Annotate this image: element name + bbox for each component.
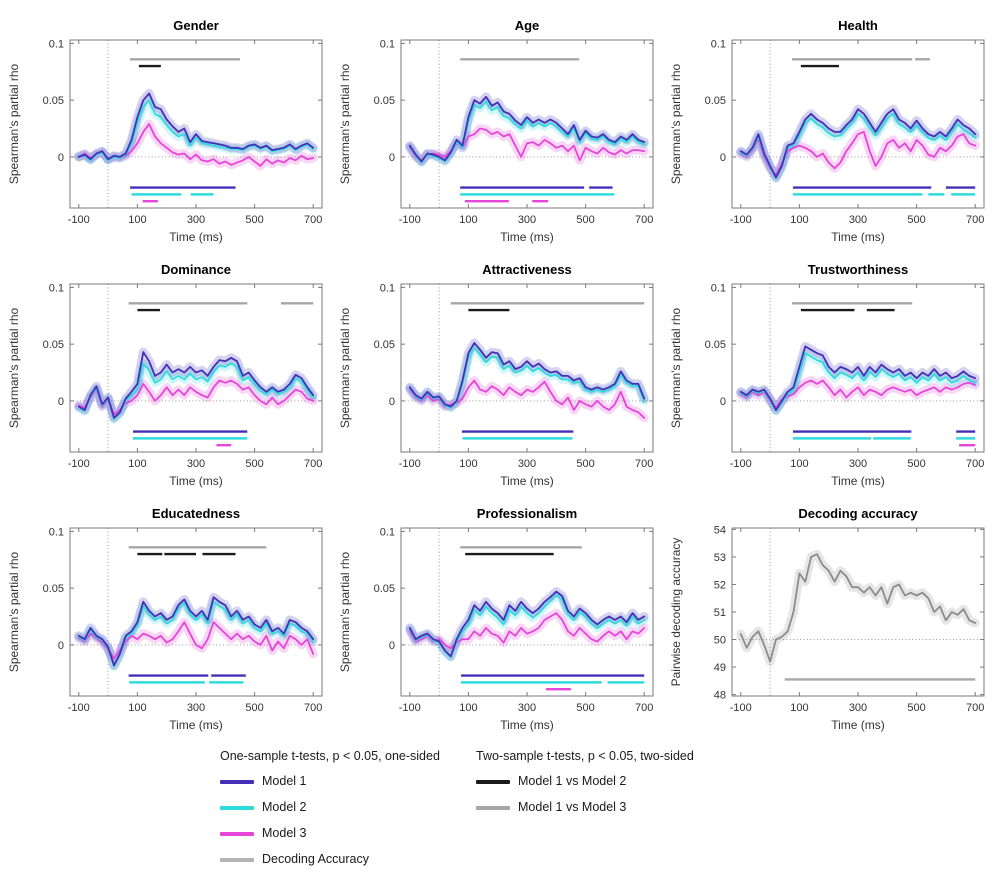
svg-text:0.1: 0.1 (48, 282, 64, 295)
model2-line-swatch (220, 806, 254, 810)
svg-text:Decoding accuracy: Decoding accuracy (798, 506, 918, 521)
svg-text:51: 51 (713, 607, 726, 619)
svg-text:Time (ms): Time (ms) (500, 718, 554, 732)
svg-text:0.05: 0.05 (704, 339, 726, 352)
svg-text:Time (ms): Time (ms) (500, 474, 554, 488)
svg-text:0.05: 0.05 (373, 339, 395, 352)
svg-text:-100: -100 (729, 458, 752, 470)
subplot-professionalism (331, 492, 662, 736)
svg-text:0: 0 (388, 151, 395, 164)
svg-text:Dominance: Dominance (160, 262, 232, 277)
svg-text:300: 300 (186, 458, 206, 470)
svg-text:Time (ms): Time (ms) (169, 718, 223, 732)
legend-two-sample-header: Two-sample t-tests, p < 0.05, two-sided (476, 749, 694, 763)
svg-text:500: 500 (576, 458, 595, 470)
svg-text:500: 500 (245, 214, 264, 226)
svg-text:0.1: 0.1 (48, 526, 64, 539)
subplot-decoding-accuracy (662, 492, 994, 736)
svg-text:0.05: 0.05 (704, 95, 726, 108)
svg-text:-100: -100 (398, 702, 421, 714)
svg-text:-100: -100 (67, 214, 90, 226)
svg-text:Time (ms): Time (ms) (169, 474, 223, 488)
svg-text:Time (ms): Time (ms) (500, 230, 554, 244)
svg-text:Spearman's partial rho: Spearman's partial rho (7, 551, 21, 673)
svg-text:100: 100 (790, 702, 809, 714)
legend-item-model1-vs-model2-label: Model 1 vs Model 2 (518, 774, 627, 788)
professionalism-plot-canvas (331, 492, 662, 736)
svg-text:Educatedness: Educatedness (151, 506, 241, 521)
svg-text:Time (ms): Time (ms) (169, 230, 223, 244)
svg-text:500: 500 (245, 702, 264, 714)
svg-text:0.1: 0.1 (379, 526, 395, 539)
svg-text:54: 54 (713, 524, 726, 537)
svg-text:500: 500 (576, 702, 595, 714)
model1-line-swatch (220, 780, 254, 784)
subplot-dominance (0, 248, 331, 492)
svg-text:700: 700 (304, 702, 323, 714)
svg-text:700: 700 (635, 702, 654, 714)
svg-text:700: 700 (635, 458, 654, 470)
plot-grid (0, 4, 994, 736)
svg-text:700: 700 (635, 214, 654, 226)
svg-text:53: 53 (713, 551, 726, 564)
svg-text:300: 300 (848, 214, 868, 226)
legend-item-model2 (220, 799, 440, 816)
gender-plot-canvas (0, 4, 331, 248)
svg-text:300: 300 (848, 702, 868, 714)
svg-text:0: 0 (388, 639, 395, 652)
attractiveness-plot-canvas (331, 248, 662, 492)
legend-item-model1-vs-model2 (476, 773, 694, 790)
decoding-accuracy-line-swatch (220, 858, 254, 862)
svg-text:0: 0 (57, 151, 64, 164)
svg-text:0.05: 0.05 (42, 339, 64, 352)
svg-text:0: 0 (388, 395, 395, 408)
svg-text:Spearman's partial rho: Spearman's partial rho (338, 307, 352, 429)
svg-text:48: 48 (713, 689, 726, 702)
health-plot-canvas (662, 4, 993, 248)
svg-text:-100: -100 (398, 458, 421, 470)
svg-text:100: 100 (790, 214, 809, 226)
svg-text:52: 52 (713, 579, 726, 592)
svg-text:Time (ms): Time (ms) (831, 718, 885, 732)
svg-text:-100: -100 (67, 702, 90, 714)
svg-text:300: 300 (186, 702, 206, 714)
svg-text:100: 100 (128, 458, 147, 470)
svg-text:300: 300 (517, 458, 537, 470)
svg-text:500: 500 (907, 214, 926, 226)
subplot-attractiveness (331, 248, 662, 492)
svg-text:0.1: 0.1 (379, 282, 395, 295)
trustworthiness-plot-canvas (662, 248, 993, 492)
svg-text:0: 0 (57, 639, 64, 652)
legend-two-sample (476, 748, 694, 816)
dominance-plot-canvas (0, 248, 331, 492)
svg-text:Spearman's partial rho: Spearman's partial rho (669, 307, 683, 429)
legend-item-model2-label: Model 2 (262, 800, 307, 814)
svg-text:0.1: 0.1 (379, 38, 395, 51)
svg-text:100: 100 (128, 214, 147, 226)
svg-text:300: 300 (517, 214, 537, 226)
model1-vs-model3-line-swatch (476, 806, 510, 810)
svg-text:0.1: 0.1 (710, 282, 726, 295)
svg-text:300: 300 (517, 702, 537, 714)
svg-text:0: 0 (719, 395, 726, 408)
svg-text:Attractiveness: Attractiveness (482, 262, 572, 277)
svg-text:0.1: 0.1 (710, 38, 726, 51)
legend-one-sample-header: One-sample t-tests, p < 0.05, one-sided (220, 749, 440, 763)
legend-item-decoding-accuracy (220, 851, 440, 868)
svg-text:700: 700 (304, 458, 323, 470)
legend-item-model3 (220, 825, 440, 842)
svg-text:100: 100 (128, 702, 147, 714)
svg-text:500: 500 (245, 458, 264, 470)
legend-item-model1-label: Model 1 (262, 774, 307, 788)
legend-item-model1-vs-model3 (476, 799, 694, 816)
model1-vs-model2-line-swatch (476, 780, 510, 784)
svg-text:0: 0 (719, 151, 726, 164)
svg-text:Spearman's partial rho: Spearman's partial rho (7, 307, 21, 429)
legend-one-sample (220, 748, 440, 868)
subplot-health (662, 4, 994, 248)
legend-item-model1 (220, 773, 440, 790)
svg-text:Gender: Gender (173, 18, 219, 33)
svg-text:500: 500 (907, 702, 926, 714)
svg-text:0: 0 (57, 395, 64, 408)
svg-text:Trustworthiness: Trustworthiness (807, 262, 909, 277)
svg-text:500: 500 (907, 458, 926, 470)
subplot-age (331, 4, 662, 248)
svg-text:-100: -100 (729, 214, 752, 226)
svg-text:Time (ms): Time (ms) (831, 230, 885, 244)
svg-text:Professionalism: Professionalism (476, 506, 578, 521)
svg-text:Time (ms): Time (ms) (831, 474, 885, 488)
subplot-trustworthiness (662, 248, 994, 492)
svg-text:100: 100 (459, 214, 478, 226)
subplot-gender (0, 4, 331, 248)
svg-text:700: 700 (966, 702, 985, 714)
decoding-accuracy-plot-canvas (662, 492, 993, 736)
subplot-educatedness (0, 492, 331, 736)
svg-text:300: 300 (186, 214, 206, 226)
svg-text:50: 50 (713, 634, 726, 647)
svg-text:700: 700 (966, 214, 985, 226)
svg-text:49: 49 (713, 662, 726, 675)
svg-text:Health: Health (838, 18, 878, 33)
svg-text:-100: -100 (729, 702, 752, 714)
svg-text:Spearman's partial rho: Spearman's partial rho (7, 63, 21, 185)
svg-text:-100: -100 (398, 214, 421, 226)
svg-text:0.05: 0.05 (42, 95, 64, 108)
svg-text:700: 700 (304, 214, 323, 226)
svg-text:100: 100 (459, 702, 478, 714)
svg-text:Spearman's partial rho: Spearman's partial rho (338, 63, 352, 185)
svg-text:Age: Age (514, 18, 540, 33)
model3-line-swatch (220, 832, 254, 836)
svg-text:0.05: 0.05 (42, 583, 64, 596)
svg-text:Spearman's partial rho: Spearman's partial rho (669, 63, 683, 185)
svg-text:500: 500 (576, 214, 595, 226)
svg-text:100: 100 (459, 458, 478, 470)
svg-text:300: 300 (848, 458, 868, 470)
legend-item-model1-vs-model3-label: Model 1 vs Model 3 (518, 800, 627, 814)
age-plot-canvas (331, 4, 662, 248)
svg-text:100: 100 (790, 458, 809, 470)
legend-item-model3-label: Model 3 (262, 826, 307, 840)
educatedness-plot-canvas (0, 492, 331, 736)
svg-text:0.05: 0.05 (373, 95, 395, 108)
svg-text:0.05: 0.05 (373, 583, 395, 596)
svg-text:700: 700 (966, 458, 985, 470)
svg-text:Pairwise decoding accuracy: Pairwise decoding accuracy (669, 537, 683, 687)
legend-item-decoding-accuracy-label: Decoding Accuracy (262, 852, 370, 866)
svg-text:-100: -100 (67, 458, 90, 470)
svg-text:Spearman's partial rho: Spearman's partial rho (338, 551, 352, 673)
svg-text:0.1: 0.1 (48, 38, 64, 51)
